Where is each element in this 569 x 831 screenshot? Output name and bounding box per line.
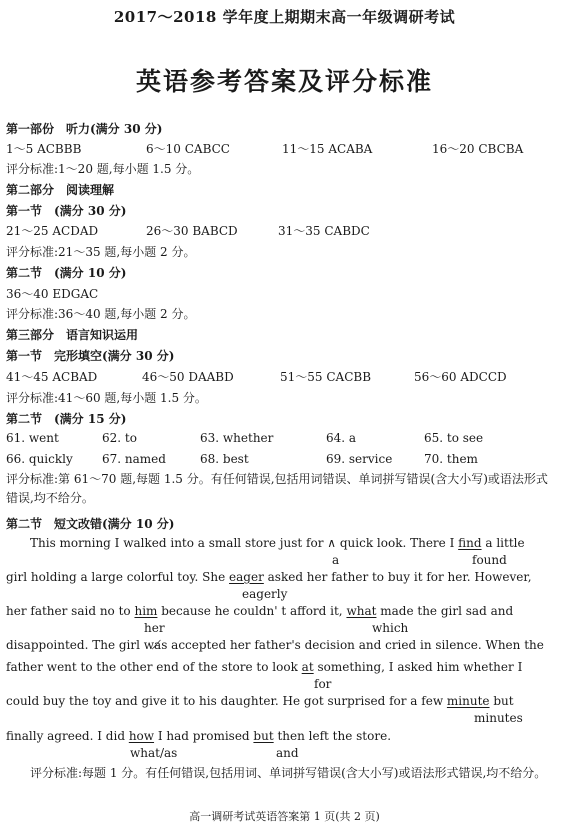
passage-line <box>6 729 391 743</box>
correction: found <box>472 553 507 567</box>
part1-heading: 第一部份 听力(满分 30 分) <box>6 122 163 136</box>
grammar-answer: 63. whether <box>200 431 274 445</box>
part3-heading: 第三部分 语言知识运用 <box>6 328 139 342</box>
grammar-answer: 70. them <box>424 452 478 466</box>
passage-text: her father said no to <box>6 604 135 618</box>
answer-group: 51～55 CACBB <box>280 370 372 384</box>
passage-text: I had promised <box>154 729 254 743</box>
correction: minutes <box>474 711 523 725</box>
passage-text: This morning I walked into a small store just for ∧ quick look. There I <box>30 536 459 550</box>
error-word: minute <box>446 694 490 708</box>
correction: eagerly <box>242 587 288 601</box>
passage-text: because he couldn' t afford it, <box>157 604 347 618</box>
part3-sec2-scoring: 评分标准:第 61～70 题,每题 1.5 分。有任何错误,包括用词错误、单词拼写错误(含大小写)或语法形式错误,均不给分。 <box>6 472 548 505</box>
part3-sec2-heading: 第二节 (满分 15 分) <box>6 412 127 426</box>
grammar-answer: 66. quickly <box>6 452 73 466</box>
error-word: how <box>128 729 155 743</box>
answer-group: 36～40 EDGAC <box>6 287 99 301</box>
answer-group: 56～60 ADCCD <box>414 370 507 384</box>
passage-text: but <box>489 694 514 708</box>
part3-sec1-heading: 第一节 完形填空(满分 30 分) <box>6 349 175 363</box>
answer-group: 11～15 ACABA <box>282 142 373 156</box>
passage-line <box>6 570 532 584</box>
grammar-answer: 64. a <box>326 431 357 445</box>
answer-group: 26～30 BABCD <box>146 224 238 238</box>
error-word: eager <box>229 570 264 584</box>
passage-text: something, I asked him whether I <box>313 660 523 674</box>
answer-group: 6～10 CABCC <box>146 142 230 156</box>
passage-line <box>6 660 522 674</box>
error-word: what <box>346 604 377 618</box>
part2-heading: 第二部分 阅读理解 <box>6 183 115 197</box>
passage-text: father went to the other end of the store to look <box>6 660 302 674</box>
part2-sec1-heading: 第一节 (满分 30 分) <box>6 204 127 218</box>
correction: a <box>332 553 340 567</box>
answer-group: 31～35 CABDC <box>278 224 370 238</box>
answer-group: 41～45 ACBAD <box>6 370 98 384</box>
passage-line <box>6 604 513 618</box>
correction: her <box>144 621 165 635</box>
part2-sec2-scoring: 评分标准:36～40 题,每小题 2 分。 <box>6 307 196 321</box>
passage-text: finally agreed. I did <box>6 729 129 743</box>
page-footer: 高一调研考试英语答案第 1 页(共 2 页) <box>189 810 380 823</box>
error-word: him <box>134 604 158 618</box>
passage-text: a little <box>481 536 525 550</box>
answer-group: 46～50 DAABD <box>142 370 234 384</box>
correction: for <box>314 677 332 691</box>
grammar-answer: 65. to see <box>424 431 484 445</box>
grammar-answer: 67. named <box>102 452 166 466</box>
error-word: find <box>458 536 482 550</box>
grammar-answer: 62. to <box>102 431 137 445</box>
passage-text: could buy the toy and give it to his daughter. He got surprised for a few <box>6 694 447 708</box>
part3-sec3-heading: 第二节 短文改错(满分 10 分) <box>6 517 175 531</box>
passage-line <box>30 536 525 550</box>
exam-title: 2017～2018 学年度上期期末高一年级调研考试 <box>113 8 456 26</box>
part3-sec3-scoring: 评分标准:每题 1 分。有任何错误,包括用词、单词拼写错误(含大小写)或语法形式错误,均不给分。 <box>30 766 547 780</box>
part1-scoring: 评分标准:1～20 题,每小题 1.5 分。 <box>6 162 200 176</box>
passage-line: disappointed. The girl wa̸s accepted her father's decision and cried in silence. When the <box>6 638 544 652</box>
passage-text: made the girl sad and <box>376 604 514 618</box>
correction: which <box>372 621 409 635</box>
part2-sec2-heading: 第二节 (满分 10 分) <box>6 266 127 280</box>
grammar-answer: 68. best <box>200 452 249 466</box>
correction: and <box>276 746 299 760</box>
document-title: 英语参考答案及评分标准 <box>135 67 433 96</box>
grammar-answer: 69. service <box>326 452 393 466</box>
correction: what/as <box>130 746 178 760</box>
error-word: but <box>253 729 274 743</box>
passage-text: girl holding a large colorful toy. She <box>6 570 230 584</box>
grammar-answer: 61. went <box>6 431 59 445</box>
part2-sec1-scoring: 评分标准:21～35 题,每小题 2 分。 <box>6 245 196 259</box>
answer-group: 1～5 ACBBB <box>6 142 82 156</box>
error-word: at <box>301 660 314 674</box>
answer-group: 16～20 CBCBA <box>432 142 524 156</box>
passage-text: asked her father to buy it for her. However, <box>263 570 532 584</box>
passage-text: then left the store. <box>273 729 392 743</box>
part3-sec1-scoring: 评分标准:41～60 题,每小题 1.5 分。 <box>6 391 207 405</box>
answer-group: 21～25 ACDAD <box>6 224 99 238</box>
passage-line <box>6 694 514 708</box>
